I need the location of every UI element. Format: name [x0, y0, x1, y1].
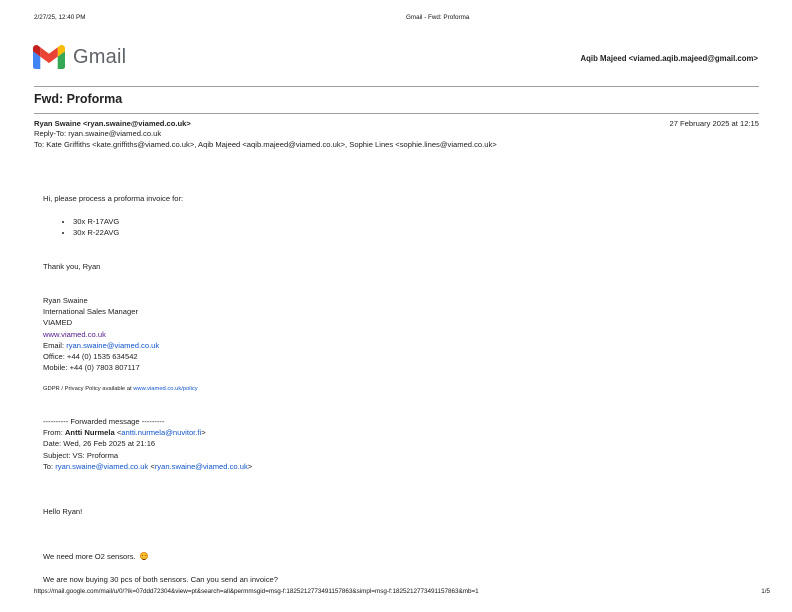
- print-doc-title: Gmail - Fwd: Proforma: [406, 14, 470, 21]
- forwarded-marker: ---------- Forwarded message ---------: [43, 416, 165, 426]
- gdpr-text: GDPR / Privacy Policy available at: [43, 386, 132, 393]
- print-url: https://mail.google.com/mail/u/0/?ik=07ddd72304&view=pt&search=all&permmsgid=msg-f:1825212773491157863&simpl=msg-f:1825212773491157863&mb=1: [34, 588, 479, 595]
- signature-name: Ryan Swaine: [43, 295, 88, 305]
- signature-title: International Sales Manager: [43, 306, 138, 316]
- forwarded-subject: Subject: VS: Proforma: [43, 450, 119, 460]
- to-label: To:: [34, 139, 45, 149]
- signature-office: Office: +44 (0) 1535 634542: [43, 352, 138, 362]
- forwarded-to: To: ryan.swaine@viamed.co.uk <ryan.swaine@viamed.co.uk>: [43, 461, 253, 471]
- reply-to-line: [34, 129, 759, 139]
- signature-company: VIAMED: [43, 318, 73, 328]
- forwarded-from: From: Antti Nurmela <antti.nurmela@nuvitor.fi>: [43, 427, 206, 437]
- signature-mobile: Mobile: +44 (0) 7803 807117: [43, 363, 140, 373]
- forwarded-from-label: From:: [43, 427, 63, 437]
- message-body: [43, 193, 743, 585]
- print-datetime: 2/27/25, 12:40 PM: [34, 14, 86, 21]
- forwarded-date: Date: Wed, 26 Feb 2025 at 21:16: [43, 439, 156, 449]
- hello-line: Hello Ryan!: [43, 507, 83, 517]
- gmail-m-icon: [33, 45, 65, 69]
- gdpr-line: [43, 385, 743, 393]
- gmail-logo: [33, 44, 126, 70]
- list-item: • 30x R-17AVG: [73, 216, 743, 227]
- invoice-request-line: We are now buying 30 pcs of both sensors. Can you send an invoice?: [43, 574, 278, 584]
- gmail-wordmark: Gmail: [73, 45, 127, 68]
- list-item: • 30x R-22AVG: [73, 227, 743, 238]
- thanks-line: Thank you, Ryan: [43, 261, 101, 271]
- divider: [34, 113, 759, 114]
- sensor-request-text: We need more O2 sensors.: [43, 552, 136, 562]
- recipients-line: [34, 140, 759, 150]
- signature-email-link[interactable]: ryan.swaine@viamed.co.uk: [66, 340, 160, 350]
- sender: Ryan Swaine <ryan.swaine@viamed.co.uk>: [34, 119, 191, 128]
- email-subject: Fwd: Proforma: [34, 92, 123, 106]
- item-list: [43, 216, 743, 239]
- policy-link[interactable]: www.viamed.co.uk/policy: [133, 386, 198, 393]
- divider: [34, 86, 759, 87]
- forwarded-to-label: To:: [43, 461, 54, 471]
- recipients: Kate Griffiths <kate.griffiths@viamed.co.uk>, Aqib Majeed <aqib.majeed@viamed.co.uk>, Sophie Lines <sophie.lines@viamed.co.uk>: [46, 139, 497, 149]
- greeting: Hi, please process a proforma invoice for:: [43, 194, 184, 203]
- message-date: 27 February 2025 at 12:15: [669, 119, 759, 128]
- forwarded-to-email-bracket[interactable]: ryan.swaine@viamed.co.uk: [154, 461, 248, 471]
- website-link[interactable]: www.viamed.co.uk: [43, 329, 106, 339]
- smiley-icon: [140, 552, 148, 560]
- page-number: 1/5: [761, 588, 770, 595]
- account-label: Aqib Majeed <viamed.aqib.majeed@gmail.com>: [580, 54, 758, 63]
- forwarded-from-email[interactable]: antti.nurmela@nuvitor.fi: [121, 427, 202, 437]
- reply-to-label: Reply-To:: [34, 129, 67, 139]
- reply-to-address: ryan.swaine@viamed.co.uk: [68, 129, 162, 139]
- message-header: [34, 119, 759, 150]
- signature-email-line: [43, 340, 743, 351]
- sensor-request-line: [43, 551, 743, 562]
- email-label: Email:: [43, 340, 65, 350]
- forwarded-from-name: Antti Nurmela: [64, 427, 115, 437]
- forwarded-to-email[interactable]: ryan.swaine@viamed.co.uk: [55, 461, 149, 471]
